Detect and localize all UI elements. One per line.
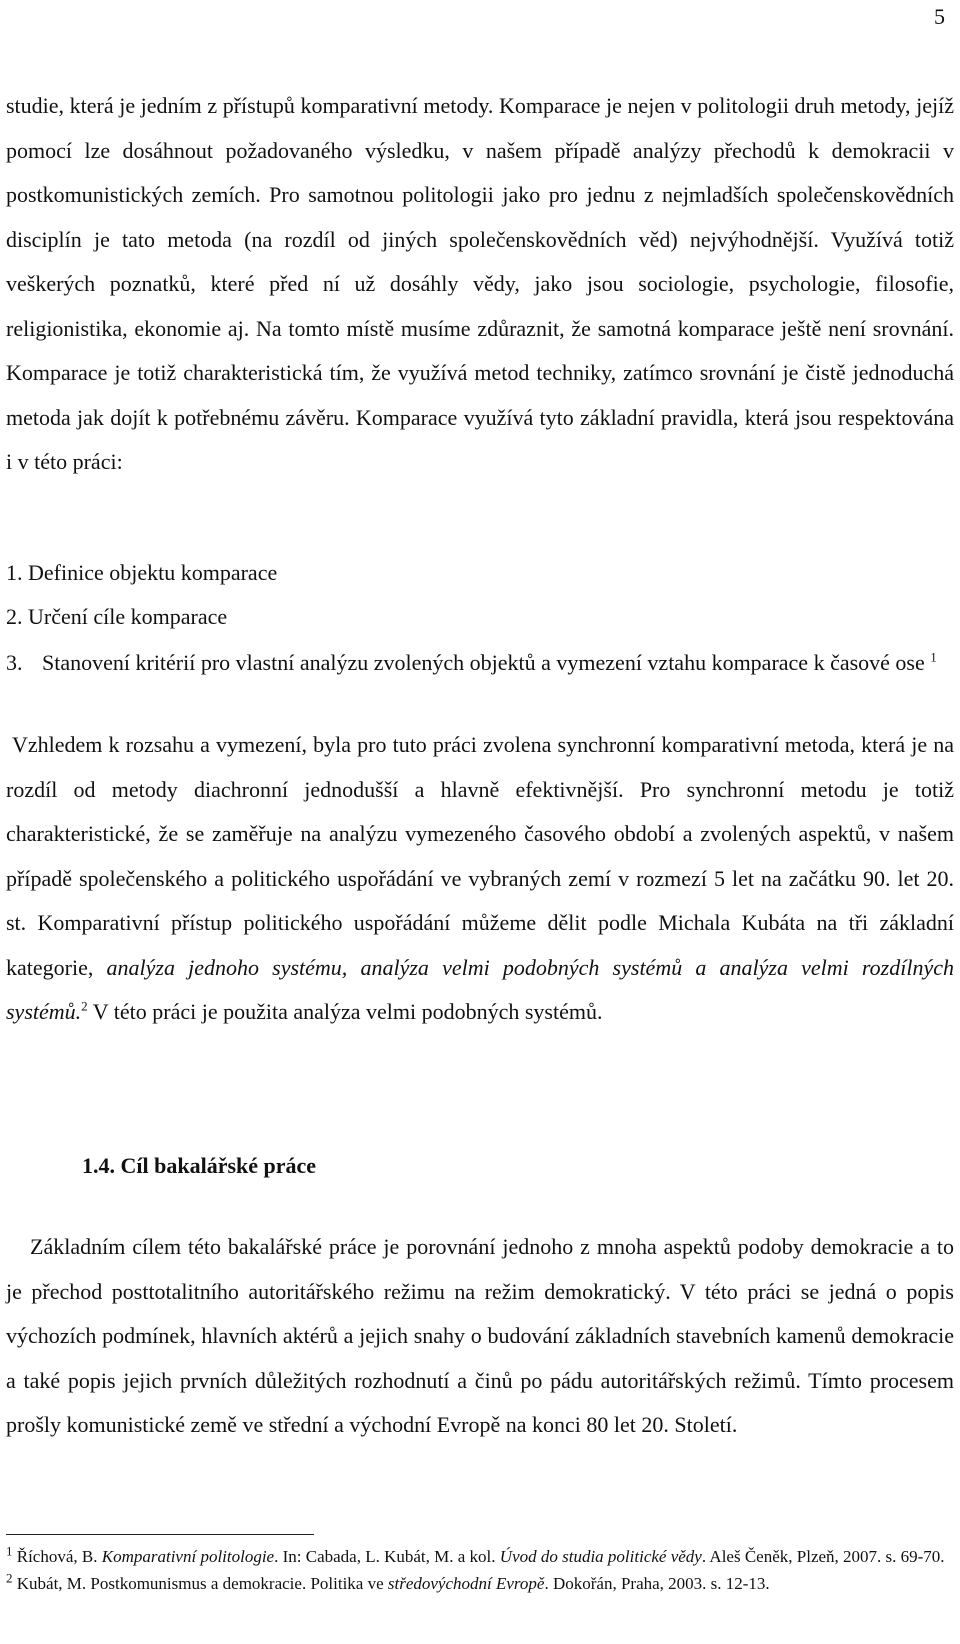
page-number: 5 (934, 4, 945, 29)
footnote-1 (6, 1543, 954, 1570)
footnote-italic: Úvod do studia politické vědy (499, 1547, 702, 1566)
list-number: 3. (6, 650, 23, 675)
footnote-text: . Dokořán, Praha, 2003. s. 12-13. (544, 1574, 770, 1593)
paragraph-text-end: V této práci je použita analýza velmi podobných systémů. (87, 999, 603, 1024)
footnote-italic: středovýchodní Evropě (387, 1574, 545, 1593)
list-number: 1. (6, 560, 23, 585)
footnote-ref-2[interactable]: 2 (81, 998, 88, 1014)
list-text: Určení cíle komparace (28, 604, 228, 629)
paragraph-text: Základním cílem této bakalářské práce je porovnání jednoho z mnoha aspektů podoby demokracie a to je přechod posttotalitního autoritářského režimu na režim demokratický. V této práci se jedná o popis výchozích podmínek, hlavních aktérů a jejich snahy o budování základních stavebních kamenů demokracie a také popis jejich prvních důležitých rozhodnutí a činů po pádu autoritářských režimů. Tímto procesem prošly komunistické země ve střední a východní Evropě na konci 80 let 20. Století. (6, 1234, 954, 1437)
list-item-2 (6, 595, 227, 640)
footnote-text: . In: Cabada, L. Kubát, M. a kol. (274, 1547, 500, 1566)
footnote-text: Říchová, B. (16, 1547, 102, 1566)
list-text: Stanovení kritérií pro vlastní analýzu zvolených objektů a vymezení vztahu komparace k časové ose (42, 650, 925, 675)
paragraph-comparative-method (6, 84, 954, 485)
footnote-ref-1[interactable]: 1 (930, 649, 937, 665)
list-item-3 (6, 641, 954, 686)
paragraph-text: studie, která je jedním z přístupů komparativní metody. Komparace je nejen v politologii druh metody, jejíž pomocí lze dosáhnout požadovaného výsledku, v našem případě analýzy přechodů k demokracii v postkomunistických zemích. Pro samotnou politologii jako pro jednu z nejmladších společenskovědních disciplín je tato metoda (na rozdíl od jiných společenskovědních věd) nejvýhodnější. Využívá totiž veškerých poznatků, které před ní už dosáhly vědy, jako jsou sociologie, psychologie, filosofie, religionistika, ekonomie aj. Na tomto místě musíme zdůraznit, že samotná komparace ještě není srovnání. Komparace je totiž charakteristická tím, že využívá metod techniky, zatímco srovnání je čistě jednoduchá metoda jak dojít k potřebnému závěru. Komparace využívá tyto základní pravidla, která jsou respektována i v této práci: (6, 93, 954, 474)
list-number: 2. (6, 604, 23, 629)
footnote-text: . Aleš Čeněk, Plzeň, 2007. s. 69-70. (701, 1547, 945, 1566)
footnote-separator (6, 1534, 314, 1535)
footnote-text: Kubát, M. Postkomunismus a demokracie. Politika ve (16, 1574, 388, 1593)
paragraph-synchronous-method (6, 723, 954, 1035)
list-item-1 (6, 551, 277, 596)
footnote-2 (6, 1570, 954, 1597)
paragraph-thesis-goal (6, 1225, 954, 1448)
list-text: Definice objektu komparace (28, 560, 278, 585)
paragraph-italic-text: analýza jednoho systému, analýza velmi podobných systémů a analýza velmi rozdílných systémů. (6, 954, 954, 1024)
footnote-number: 1 (6, 1543, 13, 1559)
paragraph-text: Vzhledem k rozsahu a vymezení, byla pro tuto práci zvolena synchronní komparativní metoda, která je na rozdíl od metody diachronní jednodušší a hlavně efektivnější. Pro synchronní metodu je totiž charakteristické, že se zaměřuje na analýzu vymezeného časového období a zvolených aspektů, v našem případě společenského a politického uspořádání ve vybraných zemí v rozmezí 5 let na začátku 90. let 20. st. Komparativní přístup politického uspořádání můžeme dělit podle Michala Kubáta na tři základní kategorie, (6, 732, 954, 980)
footnote-italic: Komparativní politologie (101, 1547, 275, 1566)
footnotes (6, 1543, 954, 1597)
section-heading: 1.4. Cíl bakalářské práce (82, 1153, 317, 1178)
footnote-number: 2 (6, 1570, 13, 1586)
